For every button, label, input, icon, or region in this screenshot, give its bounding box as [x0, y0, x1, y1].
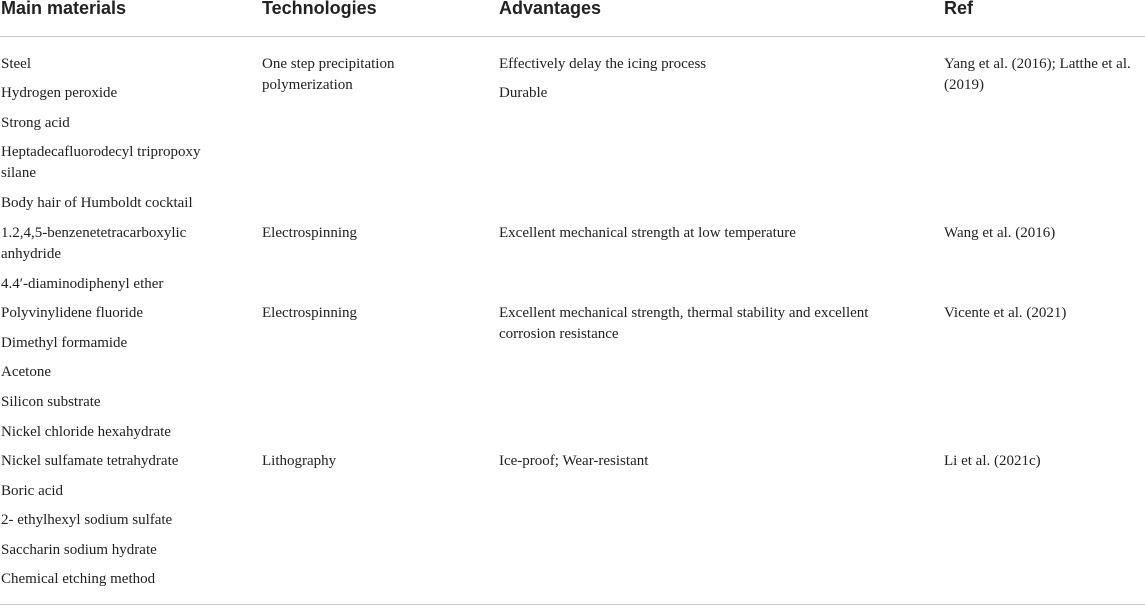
material-item: Steel: [1, 56, 31, 72]
ref-cell: (2019): [944, 77, 984, 93]
technology-cell: polymerization: [262, 77, 353, 93]
material-item: silane: [1, 165, 36, 181]
material-item: Polyvinylidene fluoride: [1, 305, 144, 321]
ref-cell: Yang et al. (2016); Latthe et al.: [944, 56, 1131, 72]
advantage-cell: Excellent mechanical strength, thermal stability and excellent: [499, 305, 869, 321]
table-header: [0, 0, 1145, 37]
technology-cell: Electrospinning: [262, 225, 357, 241]
ref-cell: Li et al. (2021c): [944, 453, 1041, 469]
header-advantages: Advantages: [499, 0, 602, 18]
technology-cell: One step precipitation: [262, 56, 395, 72]
advantage-cell: Durable: [499, 85, 548, 101]
material-item: anhydride: [1, 246, 61, 262]
material-item: Dimethyl formamide: [1, 335, 128, 351]
material-item: Acetone: [1, 364, 51, 380]
material-item: 2- ethylhexyl sodium sulfate: [1, 512, 173, 528]
material-item: Hydrogen peroxide: [1, 85, 118, 101]
header-technologies: Technologies: [262, 0, 377, 18]
header-main-materials: Main materials: [1, 0, 127, 18]
advantage-cell: Effectively delay the icing process: [499, 56, 707, 72]
advantage-cell: Ice-proof; Wear-resistant: [499, 453, 649, 469]
header-ref: Ref: [944, 0, 974, 18]
material-item: Strong acid: [1, 115, 70, 131]
material-item: Body hair of Humboldt cocktail: [1, 195, 193, 211]
advantage-cell: corrosion resistance: [499, 326, 619, 342]
technology-cell: Lithography: [262, 453, 337, 469]
material-item: Boric acid: [1, 483, 64, 499]
material-item: Nickel chloride hexahydrate: [1, 424, 171, 440]
table-bottom-rule: [0, 604, 1145, 605]
advantage-cell: Excellent mechanical strength at low temperature: [499, 225, 796, 241]
material-item: 1.2,4,5-benzenetetracarboxylic: [1, 225, 187, 241]
material-item: Saccharin sodium hydrate: [1, 542, 157, 558]
material-item: Nickel sulfamate tetrahydrate: [1, 453, 179, 469]
material-item: Silicon substrate: [1, 394, 101, 410]
material-item: Chemical etching method: [1, 571, 156, 587]
material-item: Heptadecafluorodecyl tripropoxy: [1, 144, 201, 160]
ref-cell: Wang et al. (2016): [944, 225, 1056, 241]
technology-cell: Electrospinning: [262, 305, 357, 321]
ref-cell: Vicente et al. (2021): [944, 305, 1067, 321]
material-item: 4.4′-diaminodiphenyl ether: [1, 276, 164, 292]
